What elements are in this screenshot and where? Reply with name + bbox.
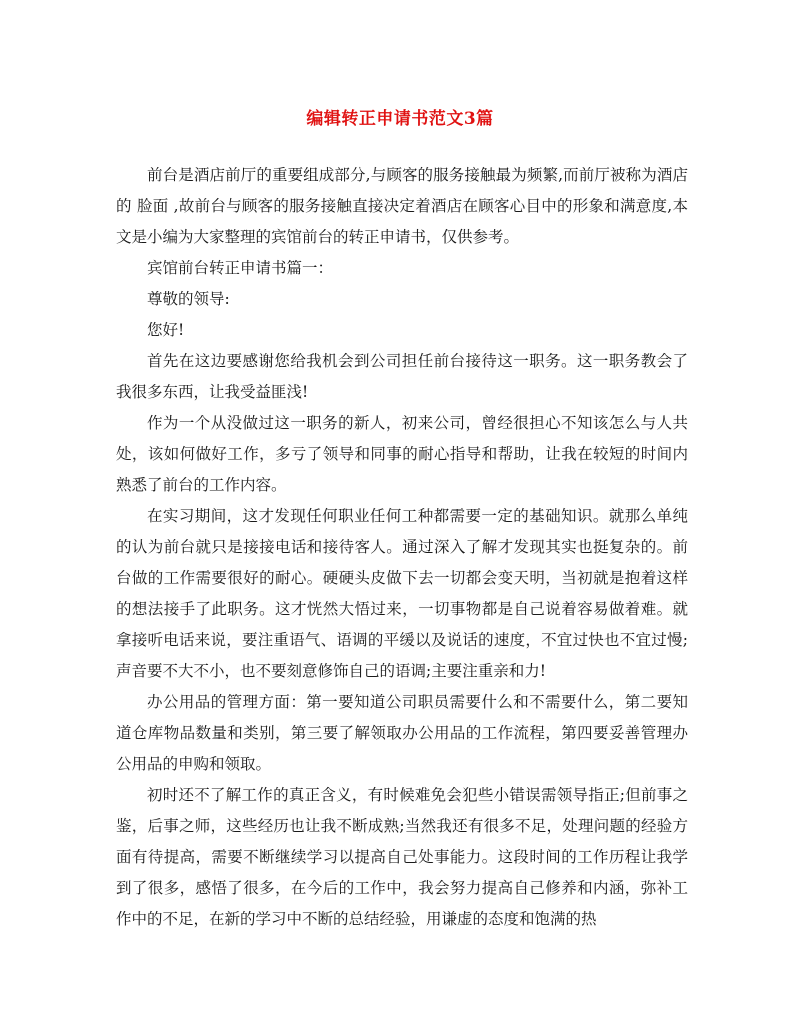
document-body — [116, 160, 688, 935]
paragraph-office-supplies: 办公用品的管理方面：第一要知道公司职员需要什么和不需要什么，第二要知道仓库物品数量和类别，第三要了解领取办公用品的工作流程，第四要妥善管理办公用品的申购和领取。 — [116, 693, 688, 773]
paragraph-reflection: 初时还不了解工作的真正含义，有时候难免会犯些小错误需领导指正;但前事之鉴，后事之师，这些经历也让我不断成熟;当然我还有很多不足，处理问题的经验方面有待提高，需要不断继续学习以提高自己处事能力。这段时间的工作历程让我学到了很多，感悟了很多，在今后的工作中，我会努力提高自己修养和内涵，弥补工作中的不足，在新的学习中不断的总结经验，用谦虚的态度和饱满的热 — [116, 786, 688, 928]
document-title: 编辑转正申请书范文3篇 — [306, 109, 494, 129]
paragraph-newcomer: 作为一个从没做过这一职务的新人，初来公司，曾经很担心不知该怎么与人共处，该如何做好工作，多亏了领导和同事的耐心指导和帮助，让我在较短的时间内熟悉了前台的工作内容。 — [116, 414, 688, 494]
paragraph-thanks: 首先在这边要感谢您给我机会到公司担任前台接待这一职务。这一职务教会了我很多东西，让我受益匪浅! — [116, 352, 688, 401]
paragraph-greeting: 您好! — [147, 321, 185, 339]
paragraph-salutation: 尊敬的领导: — [147, 290, 230, 308]
paragraph-intro: 前台是酒店前厅的重要组成部分,与顾客的服务接触最为频繁,而前厅被称为酒店的 脸面 ,故前台与顾客的服务接触直接决定着酒店在顾客心目中的形象和满意度,本文是小编为大家整理的宾馆前台的转正申请书，仅供参考。 — [116, 166, 688, 246]
paragraph-section-heading: 宾馆前台转正申请书篇一： — [147, 259, 334, 277]
paragraph-internship: 在实习期间，这才发现任何职业任何工种都需要一定的基础知识。就那么单纯的认为前台就只是接接电话和接待客人。通过深入了解才发现其实也挺复杂的。前台做的工作需要很好的耐心。硬硬头皮做下去一切都会变天明，当初就是抱着这样的想法接手了此职务。这才恍然大悟过来，一切事物都是自己说着容易做着难。就拿接听电话来说，要注重语气、语调的平缓以及说话的速度，不宜过快也不宜过慢;声音要不大不小，也不要刻意修饰自己的语调;主要注重亲和力! — [116, 507, 688, 680]
